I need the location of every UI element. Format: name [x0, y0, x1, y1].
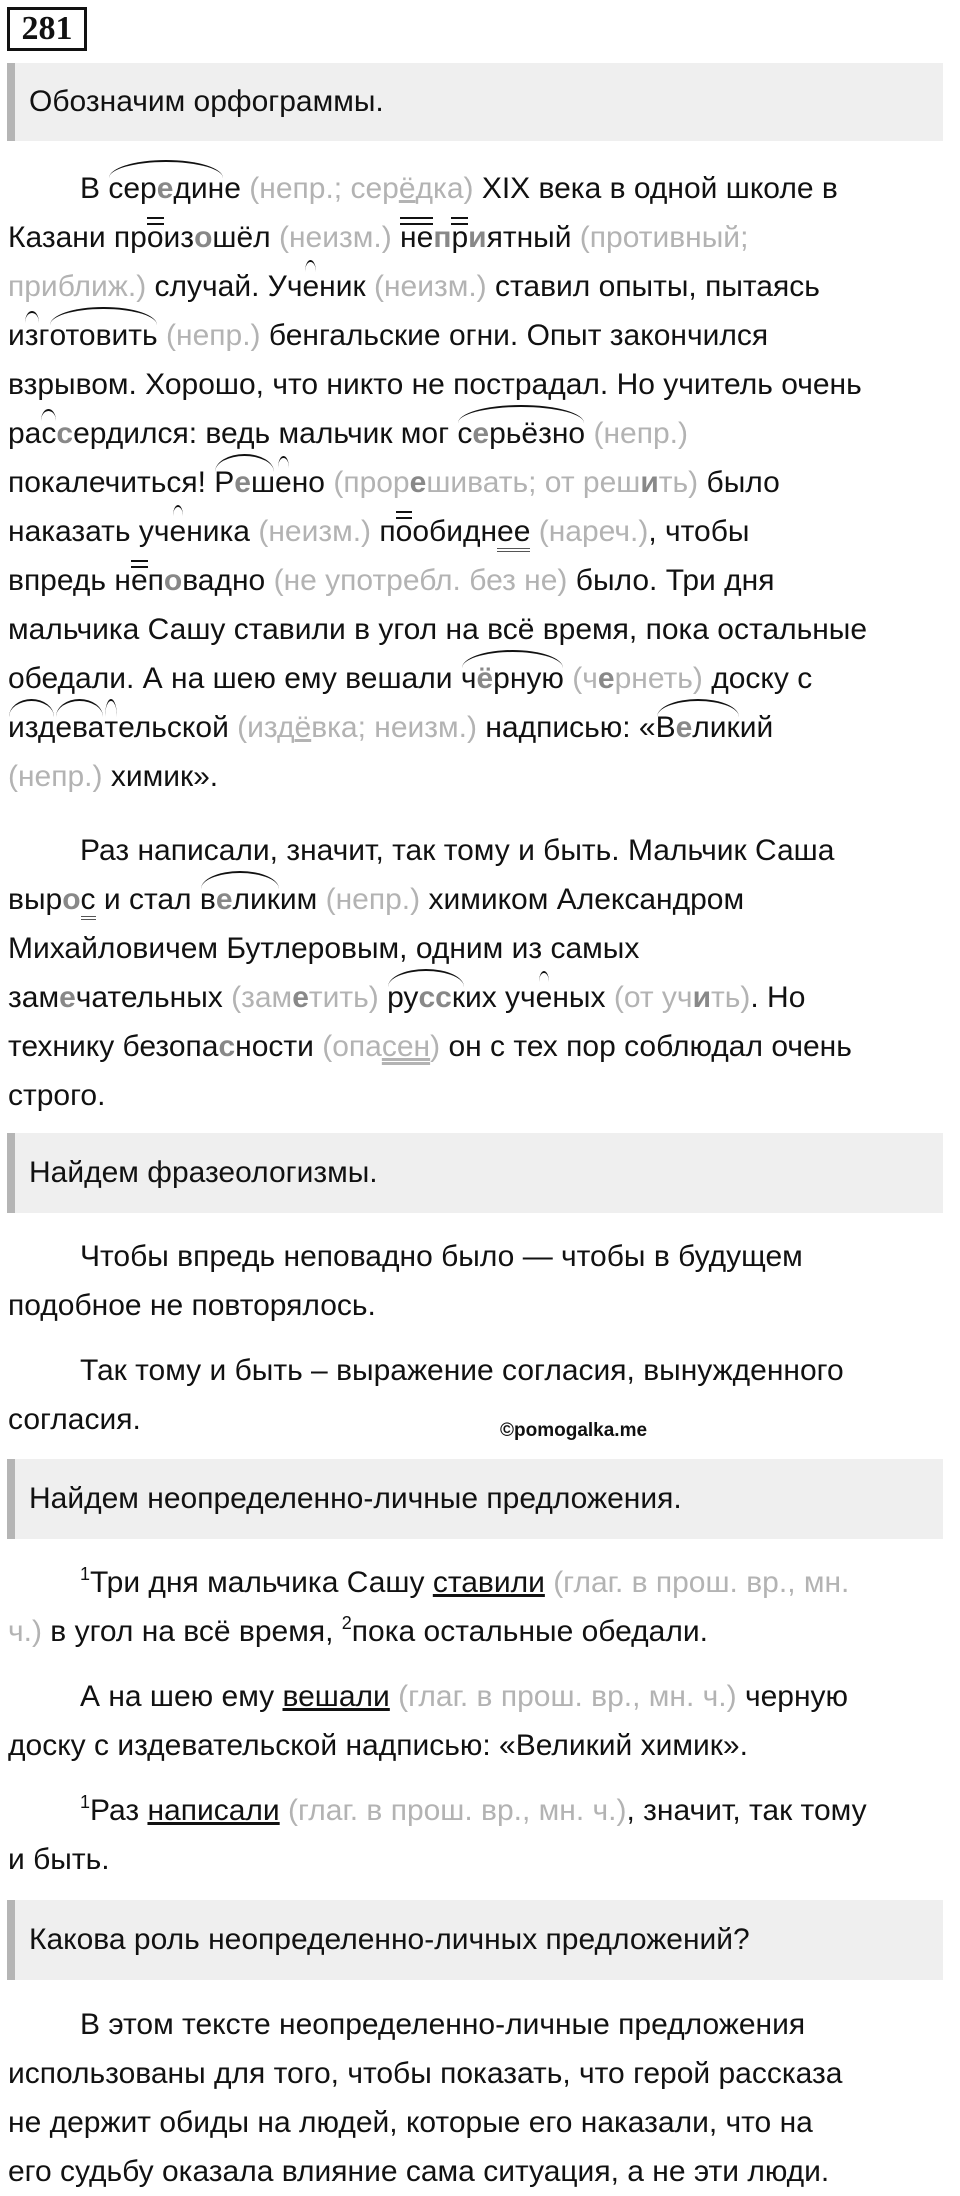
- role-line-1: В этом тексте неопределенно-личные предложения: [80, 2008, 806, 2041]
- sentence-index: 1: [80, 1792, 91, 1812]
- text: пока остальные обедали.: [351, 1615, 708, 1648]
- role-line-3: не держит обиды на людей, которые его наказали, что на: [8, 2106, 813, 2139]
- role-line-2: использованы для того, чтобы показать, что герой рассказа: [8, 2057, 843, 2090]
- phraseologism-2: [8, 1346, 958, 1444]
- indefinite-sentence-2: [8, 1672, 958, 1770]
- indefinite-sentence-1: [8, 1558, 958, 1656]
- indefinite-sentence-3: [8, 1786, 958, 1884]
- phraseologism-1-line-2: подобное не повторялось.: [8, 1289, 376, 1322]
- predicate: ставили: [432, 1566, 545, 1599]
- text: доску с издевательской надписью: «Великий химик».: [8, 1729, 748, 1762]
- watermark: ©pomogalka.me: [500, 1420, 648, 1441]
- predicate: вешали: [282, 1680, 390, 1713]
- grammar-note: (глаг. в прош. вр., мн. ч.): [279, 1794, 627, 1827]
- annotated-paragraph-1: В середине (непр.; серёдка) XIX века в одной школе в Казани произошёл (неизм.) неприятный (противный; приближ.) случай. Ученик (неизм.) ставил опыты, пытаясь изготовить (непр.) бенгальские огни. Опыт закончился взрывом. Хорошо, что никто не пострадал. Но учитель очень рассердился: ведь мальчик мог серьёзно (непр.) покалечиться! Решено (прорешивать; от решить) было наказать ученика (неизм.) пообиднее (нареч.), чтобы впредь неповадно (не употребл. без не) было. Три дня мальчика Сашу ставили в угол на всё время, пока остальные обедали. А на шею ему вешали чёрную (чернеть) доску с издевательской (издёвка; неизм.) надписью: «Великий (непр.) химик».: [8, 164, 958, 801]
- grammar-note: (глаг. в прош. вр., мн. ч.): [389, 1680, 737, 1713]
- predicate: написали: [147, 1794, 280, 1827]
- phraseologism-1: [8, 1232, 958, 1330]
- heading-role: Какова роль неопределенно-личных предложений?: [7, 1900, 943, 1980]
- grammar-note-cont: ч.): [8, 1615, 42, 1648]
- phraseologism-2-line-2: согласия.: [8, 1403, 141, 1436]
- text: в угол на всё время,: [41, 1615, 342, 1648]
- annotated-paragraph-2: Раз написали, значит, так тому и быть. Мальчик Саша вырос и стал великим (непр.) химиком Александром Михайловичем Бутлеровым, одним из самых замечательных (заметить) русских ученых (от учить). Но технику безопасности (опасен) он с тех пор соблюдал очень строго.: [8, 834, 852, 1112]
- text: и быть.: [8, 1843, 110, 1876]
- text: Раз: [90, 1794, 148, 1827]
- task-number: 281: [7, 7, 87, 51]
- heading-phraseologisms: Найдем фразеологизмы.: [7, 1133, 943, 1213]
- phraseologism-2-line-1: Так тому и быть – выражение согласия, вынужденного: [80, 1354, 844, 1387]
- role-answer: [8, 2000, 958, 2196]
- heading-indefinite-sentences: Найдем неопределенно-личные предложения.: [7, 1459, 943, 1539]
- role-line-4: его судьбу оказала влияние сама ситуация, а не эти люди.: [8, 2155, 830, 2188]
- text: Три дня мальчика Сашу: [90, 1566, 433, 1599]
- phraseologism-1-line-1: Чтобы впредь неповадно было — чтобы в будущем: [80, 1240, 803, 1273]
- sentence-index: 2: [341, 1613, 352, 1633]
- heading-orthograms: Обозначим орфограммы.: [7, 63, 943, 141]
- grammar-note: (глаг. в прош. вр., мн.: [544, 1566, 850, 1599]
- text: , значит, так тому: [626, 1794, 867, 1827]
- sentence-index: 1: [80, 1564, 91, 1584]
- text: черную: [736, 1680, 849, 1713]
- text: А на шею ему: [80, 1680, 283, 1713]
